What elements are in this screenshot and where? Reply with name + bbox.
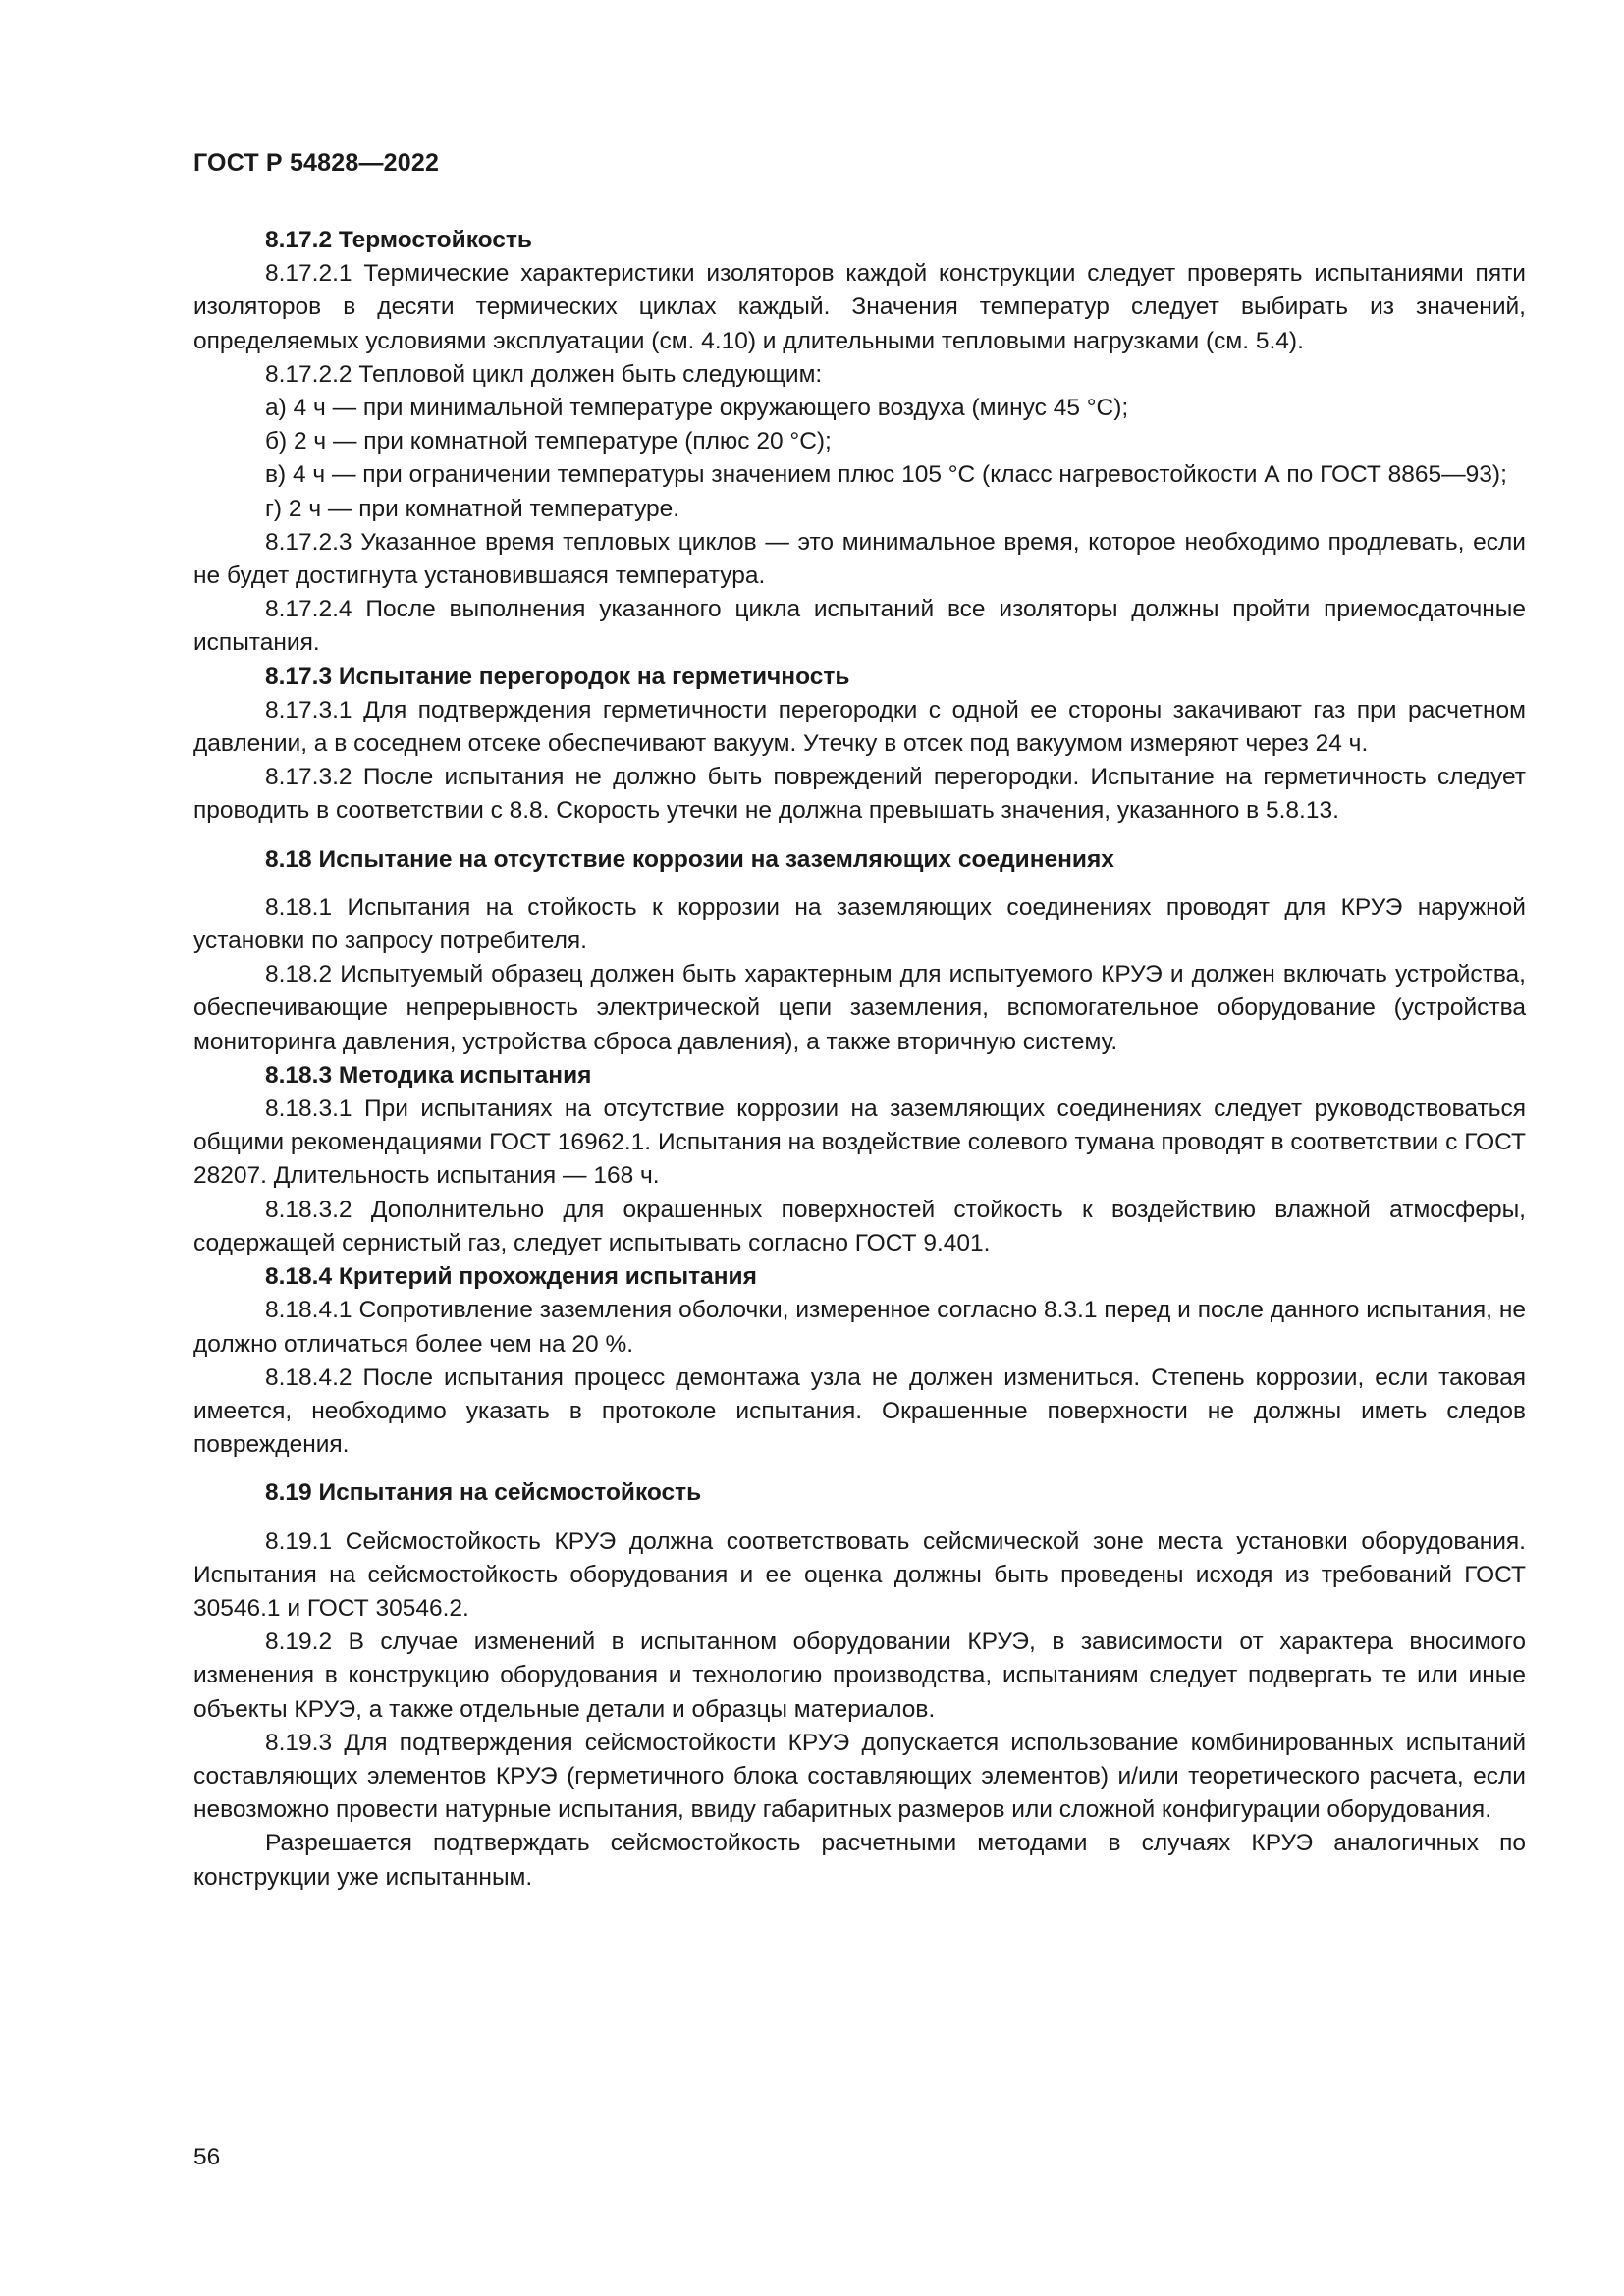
list-item-g: г) 2 ч — при комнатной температуре. — [265, 495, 680, 522]
paragraph-8-17-3-2: 8.17.3.2 После испытания не должно быть повреждений перегородки. Испытание на герметичность следует проводить в соответствии с 8.8. Скорость утечки не должна превышать значения, указанного в 5.8.13. — [193, 764, 1526, 825]
paragraph-8-19-2: 8.19.2 В случае изменений в испытанном оборудовании КРУЭ, в зависимости от характера вносимого изменения в конструкцию оборудования и технологию производства, испытаниям следует подвергать те или иные объекты КРУЭ, а также отдельные детали и образцы материалов. — [193, 1629, 1526, 1723]
subsection-heading-8-17-2: 8.17.2 Термостойкость — [265, 227, 532, 253]
list-item-v: в) 4 ч — при ограничении температуры значением плюс 105 °С (класс нагревостойкости А по ГОСТ 8865—93); — [265, 461, 1507, 489]
paragraph-8-17-2-4: 8.17.2.4 После выполнения указанного цикла испытаний все изоляторы должны пройти приемосдаточные испытания. — [193, 596, 1526, 657]
document-header: ГОСТ Р 54828—2022 — [193, 149, 440, 177]
paragraph-seismic-calc: Разрешается подтверждать сейсмостойкость расчетными методами в случаях КРУЭ аналогичных по конструкции уже испытанным. — [193, 1830, 1526, 1891]
list-item-a: а) 4 ч — при минимальной температуре окружающего воздуха (минус 45 °С); — [265, 395, 1129, 422]
paragraph-8-17-2-2: 8.17.2.2 Тепловой цикл должен быть следующим: — [265, 360, 823, 388]
list-item-b: б) 2 ч — при комнатной температуре (плюс 20 °С); — [265, 428, 832, 455]
paragraph-8-18-3-2: 8.18.3.2 Дополнительно для окрашенных поверхностей стойкость к воздействию влажной атмосферы, содержащей сернистый газ, следует испытывать согласно ГОСТ 9.401. — [193, 1196, 1526, 1256]
paragraph-8-17-3-1: 8.17.3.1 Для подтверждения герметичности перегородки с одной ее стороны закачивают газ при расчетном давлении, а в соседнем отсеке обеспечивают вакуум. Утечку в отсек под вакуумом измеряют через 24 ч. — [193, 696, 1526, 758]
subsection-heading-8-18-4: 8.18.4 Критерий прохождения испытания — [265, 1263, 757, 1291]
paragraph-8-18-3-1: 8.18.3.1 При испытаниях на отсутствие коррозии на заземляющих соединениях следует руководствоваться общими рекомендациями ГОСТ 16962.1. Испытания на воздействие солевого тумана проводят в соответствии с ГОСТ 28207. Длительность испытания — 168 ч. — [193, 1095, 1526, 1190]
document-body — [193, 224, 1526, 1895]
paragraph-8-19-3: 8.19.3 Для подтверждения сейсмостойкости КРУЭ допускается использование комбинированных испытаний составляющих элементов КРУЭ (герметичного блока составляющих элементов) и/или теоретического расчета, если невозможно провести натурные испытания, ввиду габаритных размеров или сложной конфигурации оборудования. — [193, 1729, 1526, 1824]
paragraph-8-18-4-2: 8.18.4.2 После испытания процесс демонтажа узла не должен измениться. Степень коррозии, если таковая имеется, необходимо указать в протоколе испытания. Окрашенные поверхности не должны иметь следов повреждения. — [193, 1363, 1526, 1459]
paragraph-8-18-2: 8.18.2 Испытуемый образец должен быть характерным для испытуемого КРУЭ и должен включать устройства, обеспечивающие непрерывность электрической цепи заземления, вспомогательное оборудование (устройства мониторинга давления, устройства сброса давления), а также вторичную систему. — [193, 961, 1526, 1055]
paragraph-8-19-1: 8.19.1 Сейсмостойкость КРУЭ должна соответствовать сейсмической зоне места установки оборудования. Испытания на сейсмостойкость оборудования и ее оценка должны быть проведены исходя из требований ГОСТ 30546.1 и ГОСТ 30546.2. — [193, 1527, 1526, 1622]
subsection-heading-8-18-3: 8.18.3 Методика испытания — [265, 1061, 592, 1089]
subsection-heading-8-17-3: 8.17.3 Испытание перегородок на герметичность — [265, 663, 850, 690]
section-heading-8-19: 8.19 Испытания на сейсмостойкость — [265, 1479, 702, 1507]
paragraph-8-17-2-3: 8.17.2.3 Указанное время тепловых циклов — это минимальное время, которое необходимо продлевать, если не будет достигнута установившаяся температура. — [193, 528, 1526, 590]
paragraph-8-18-1: 8.18.1 Испытания на стойкость к коррозии на заземляющих соединениях проводят для КРУЭ наружной установки по запросу потребителя. — [193, 893, 1526, 955]
page-number: 56 — [193, 2144, 221, 2170]
paragraph-8-17-2-1: 8.17.2.1 Термические характеристики изоляторов каждой конструкции следует проверять испытаниями пяти изоляторов в десяти термических циклах каждый. Значения температур следует выбирать из значений, определяемых условиями эксплуатации (см. 4.10) и длительными тепловыми нагрузками (см. 5.4). — [193, 260, 1526, 354]
paragraph-8-18-4-1: 8.18.4.1 Сопротивление заземления оболочки, измеренное согласно 8.3.1 перед и после данного испытания, не должно отличаться более чем на 20 %. — [193, 1297, 1526, 1358]
section-heading-8-18: 8.18 Испытание на отсутствие коррозии на заземляющих соединениях — [265, 845, 1114, 873]
